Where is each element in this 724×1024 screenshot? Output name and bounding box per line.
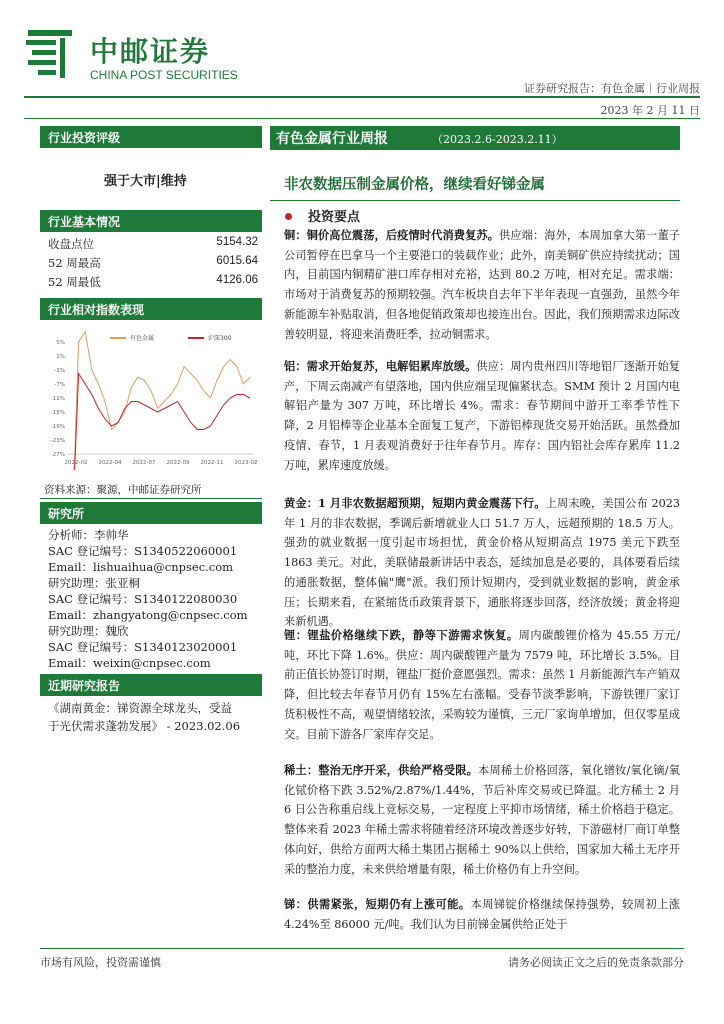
basics-value: 5154.32	[216, 236, 258, 248]
x-tick-label: 2022-07	[132, 460, 156, 466]
basics-row	[48, 274, 258, 292]
legend-label: 有色金属	[130, 335, 155, 342]
copper-paragraph	[284, 226, 680, 344]
analyst-line: SAC 登记编号：S1340123020001	[48, 640, 238, 654]
header-divider	[24, 96, 700, 98]
brand-name-en: CHINA POST SECURITIES	[90, 68, 238, 82]
basics-key: 52 周最低	[48, 275, 101, 289]
analyst-line: 研究助理：张亚桐	[48, 576, 140, 590]
report-title-bar	[270, 126, 680, 150]
relative-performance-chart	[40, 330, 262, 470]
basics-key: 52 周最高	[48, 256, 101, 270]
x-tick-label: 2022-04	[98, 460, 122, 466]
china-post-logo-icon	[24, 28, 76, 80]
x-tick-label: 2022-09	[166, 460, 190, 466]
gold-lead: 黄金：1 月非农数据超预期，短期内黄金震荡下行。	[284, 496, 546, 510]
gold-text: 上周末晚，美国公布 2023 年 1 月的非农数据，季调后新增就业人口 51.7 万人，远超预期的 18.5 万人。强劲的就业数据一度引起市场担忧，黄金价格从短期高点 1975 美元下跌至 1863 美元。对此，美联储最新讲话中表态，延续加息是必要的，具体要看后续的通胀数据，整体偏"鹰"派。我们预计短期内，受到就业数据的影响，黄金承压；长期来看，在紧缩货币政策背景下，通胀将逐步回落，经济放缓；黄金将迎来新机遇。	[284, 497, 680, 629]
y-tick-label: -27%	[50, 452, 65, 458]
report-date-range: （2023.2.6-2023.2.11）	[432, 133, 563, 146]
aluminum-paragraph	[284, 357, 680, 475]
company-logo	[24, 24, 254, 88]
lithium-paragraph	[284, 626, 680, 744]
analyst-line: 分析师：李帅华	[48, 528, 129, 542]
risk-notice: 市场有风险，投资需谨慎	[40, 956, 161, 969]
analyst-line: SAC 登记编号：S1340122080030	[48, 592, 238, 606]
header-divider-thin	[24, 118, 700, 119]
copper-text: 供应端：海外，本周加拿大第一董子公司暂停在巴拿马一个主要港口的装载作业；此外，南美铜矿供应持续扰动；国内，目前国内铜精矿港口库存相对充裕，达到 80.2 万吨，相对充足。需求端：市场对于消费复苏的预期较强。汽车板块自去年下半年表现一直强劲，虽然今年新能源车补贴取消，但各地促销政策却也接连出台。因此，我们预期需求边际改善较明显，将迎来消费旺季，拉动铜需求。	[284, 229, 680, 341]
report-type: 证券研究报告：有色金属｜行业周报	[524, 82, 700, 95]
sidebar-divider	[40, 498, 262, 499]
chart-source: 资料来源：聚源，中邮证券研究所	[44, 484, 202, 496]
x-tick-label: 2022-02	[64, 460, 88, 466]
report-title: 有色金属行业周报	[276, 131, 388, 147]
series-line-nonferrous	[72, 332, 250, 471]
recent-reports-heading: 近期研究报告	[40, 674, 262, 696]
rare-earth-paragraph	[284, 761, 680, 879]
performance-chart-svg	[40, 330, 262, 470]
basics-value: 6015.64	[216, 255, 258, 267]
recent-report-link-cont[interactable]: 于光伏需求蓬勃发展》 - 2023.02.06	[48, 719, 241, 733]
report-headline: 非农数据压制金属价格，继续看好锑金属	[284, 177, 545, 193]
basics-value: 4126.06	[216, 274, 258, 286]
y-tick-label: -3%	[54, 368, 65, 374]
antimony-lead: 锑：供需紧张，短期仍有上涨可能。	[284, 897, 471, 911]
legend-label: 沪深300	[208, 335, 232, 342]
copper-lead: 铜：铜价高位震荡，后疫情时代消费复苏。	[284, 228, 500, 242]
lithium-lead: 锂：锂盐价格继续下跌，静等下游需求恢复。	[284, 628, 519, 642]
lithium-text: 周内碳酸锂价格为 45.55 万元/吨，环比下降 1.6%。供应：周内碳酸锂产量为 7579 吨，环比增长 3.5%。目前正值长协签订时期，锂盐厂挺价意愿强烈。需求：虽然 1 月新能源汽车产销双降，但比较去年春节月仍有 15%左右涨幅。受春节淡季影响，下游铁锂厂家订货积极性不高，观望情绪较浓，采购较为谨慎，三元厂家询单增加，但仅零星成交。目前下游各厂家库存交足。	[284, 629, 680, 741]
analyst-line: 研究助理：魏欣	[48, 624, 129, 638]
y-tick-label: -11%	[50, 396, 65, 402]
section-bullet-icon	[285, 213, 292, 220]
recent-report-link[interactable]: 《湖南黄金：锑资源全球龙头，受益	[48, 701, 232, 715]
title-divider	[270, 200, 680, 201]
industry-rating: 强于大市|维持	[104, 174, 187, 189]
disclaimer-notice: 请务必阅读正文之后的免责条款部分	[508, 956, 684, 969]
analyst-email[interactable]: Email：zhangyatong@cnpsec.com	[48, 608, 248, 622]
analyst-line: SAC 登记编号：S1340522060001	[48, 544, 238, 558]
report-date: 2023 年 2 月 11 日	[600, 104, 700, 117]
x-tick-label: 2022-11	[200, 460, 224, 466]
analyst-email[interactable]: Email：weixin@cnpsec.com	[48, 656, 211, 670]
aluminum-lead: 铝：需求开始复苏，电解铝累库放缓。	[284, 359, 477, 373]
section-title: 投资要点	[308, 210, 361, 225]
rare-earth-text: 本周稀土价格回落，氧化镨钕/氧化镝/氧化铽价格下跌 3.52%/2.87%/1.44%，节后补库交易或已降温。北方稀土 2 月 6 日公告称重启线上竞标交易，一定程度上平抑市场情绪，稀土价格趋于稳定。整体来看 2023 年稀土需求将随着经济环境改善逐步好转，下游磁材厂商订单整体向好，供给方面两大稀土集团占据稀土 90%以上供给，国家加大稀土无序开采的整治力度，未来供给增量有限，稀土价格仍有上升空间。	[284, 764, 680, 876]
y-tick-label: -23%	[50, 438, 65, 444]
x-tick-label: 2023-02	[234, 460, 258, 466]
brand-name-cn: 中邮证券	[90, 35, 211, 68]
basics-row	[48, 236, 258, 254]
basics-heading: 行业基本情况	[40, 210, 262, 232]
y-tick-label: 1%	[56, 354, 65, 360]
performance-heading: 行业相对指数表现	[40, 298, 262, 320]
antimony-text: 本周锑锭价格继续保持强势，较周初上涨 4.24%至 86000 元/吨。我们认为目前锑金属供给正处于	[284, 898, 680, 931]
antimony-paragraph	[284, 895, 680, 934]
series-line-csi300	[72, 374, 250, 471]
analyst-email[interactable]: Email：lishuaihua@cnpsec.com	[48, 560, 234, 574]
basics-key: 收盘点位	[48, 237, 94, 251]
y-tick-label: 5%	[56, 340, 65, 346]
rating-heading: 行业投资评级	[40, 126, 262, 148]
y-tick-label: -7%	[54, 382, 65, 388]
footer-divider	[40, 948, 684, 949]
rare-earth-lead: 稀土：整治无序开采，供给严格受限。	[284, 763, 479, 777]
gold-paragraph	[284, 494, 680, 632]
research-heading: 研究所	[40, 502, 262, 524]
y-tick-label: -15%	[50, 410, 65, 416]
y-tick-label: -19%	[50, 424, 65, 430]
basics-row	[48, 255, 258, 273]
aluminum-text: 供应：周内贵州四川等地铝厂逐渐开始复产，下周云南减产有望落地，国内供应端呈现偏紧状态。SMM 预计 2 月国内电解铝产量为 307 万吨，环比增长 4%。需求：春节期间中游开工率季节性下降，2 月铝棒等企业基本全面复工复产，下游铝棒现货交易开始活跃。虽然叠加疫情、春节，1 月表观消费好于往年春节月。库存：国内铝社会库存累库 11.2 万吨，累库速度放缓。	[284, 360, 680, 472]
